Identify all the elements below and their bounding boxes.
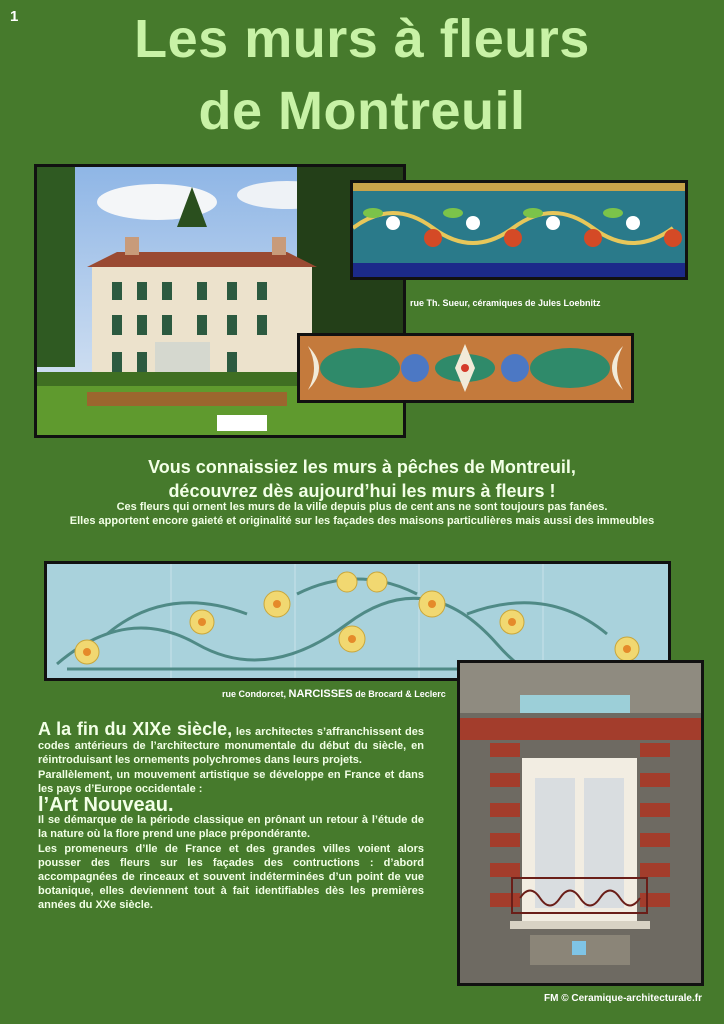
caption-condorcet-prefix: rue Condorcet, [222,689,287,699]
page-title-line2: de Montreuil [198,81,526,141]
window-photo [457,660,704,986]
body-p3: Il se démarque de la période classique en prônant un retour à l’étude de la nature où la flore prend une place prépondérante. [38,814,424,841]
body-paragraph-1 [38,719,424,768]
tile-frieze-bottom [297,333,634,403]
caption-condorcet-suffix: de Brocard & Leclerc [355,689,446,699]
tile-frieze-top [350,180,688,280]
intro-line2: Elles apportent encore gaieté et originalité sur les façades des maisons particulières mais aussi des immeubles [69,515,655,527]
caption-condorcet [222,688,446,700]
intro-line1: Ces fleurs qui ornent les murs de la ville depuis plus de cent ans ne sont toujours pas fanées. [116,501,608,513]
body-p4: Les promeneurs d’Ile de France et des grandes villes voient alors pousser des fleurs sur les façades des contructions : d’abord accompagnées de rinceaux et souvent indéterminées d’un point de vue botanique, elles deviennent tout à fait identifiables dès les premières années du XXe siècle. [38,842,424,912]
body-lead: A la fin du XIXe siècle, [38,719,233,739]
caption-loebnitz: rue Th. Sueur, céramiques de Jules Loebnitz [410,298,601,308]
caption-condorcet-name: NARCISSES [288,688,353,700]
page-title-line1: Les murs à fleurs [134,9,590,69]
headline-line1: Vous connaissiez les murs à pêches de Montreuil, [148,457,576,477]
body-p1: les architectes s’affranchissent des codes antérieurs de l’architecture monumentale du début du siècle, en réintroduisant les ornements polychromes dans leurs projets. [38,726,424,767]
body-text [38,719,424,913]
art-nouveau-heading: l’Art Nouveau. [38,794,174,817]
credit: FM © Ceramique-architecturale.fr [544,993,702,1004]
headline-line2: découvrez dès aujourd’hui les murs à fleurs ! [168,481,556,501]
page-number: 1 [10,8,19,25]
body-p2: Parallèlement, un mouvement artistique se développe en France et dans les pays d’Europe occidentale : [38,768,424,795]
